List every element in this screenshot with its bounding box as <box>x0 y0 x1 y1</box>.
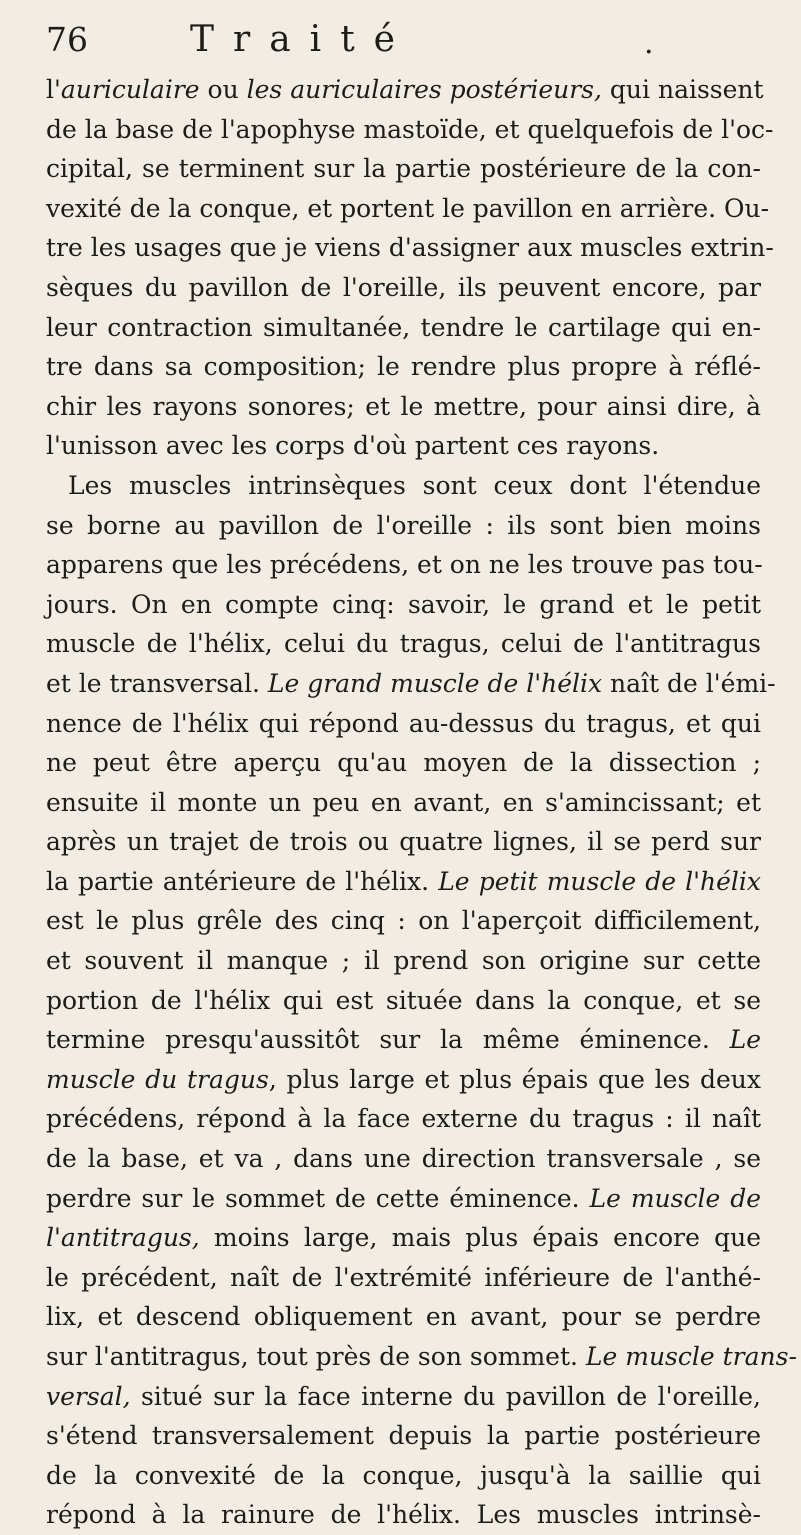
text-line <box>46 941 761 981</box>
text-line <box>46 1099 761 1139</box>
text-segment: lix, et descend obliquement en avant, pour se perdre <box>46 1302 761 1332</box>
text-segment: s'étend transversalement depuis la partie postérieure <box>46 1421 761 1451</box>
text-line <box>46 1377 761 1417</box>
body-text <box>46 70 797 1535</box>
italic-text: les auriculaires postérieurs, <box>246 75 602 104</box>
text-line <box>46 1218 761 1258</box>
text-line <box>46 70 764 110</box>
text-segment: naît de l'émi- <box>602 668 776 698</box>
text-segment: perdre sur le sommet de cette éminence. <box>46 1183 590 1213</box>
text-segment: de la base, et va , dans une direction transversale , se <box>46 1144 761 1174</box>
text-segment: sèques du pavillon de l'oreille, ils peuvent encore, par <box>46 272 761 302</box>
italic-text: versal, <box>46 1381 131 1411</box>
text-segment: de la base de l'apophyse mastoïde, et quelquefois de l'oc- <box>46 114 774 144</box>
text-line <box>46 981 761 1021</box>
text-segment: ensuite il monte un peu en avant, en s'amincissant; et <box>46 787 761 817</box>
text-segment: jours. On en compte cinq: savoir, le grand et le petit <box>46 589 761 619</box>
text-line <box>46 585 761 625</box>
text-line <box>46 743 761 783</box>
text-segment: après un trajet de trois ou quatre lignes, il se perd sur <box>46 827 761 857</box>
italic-text: muscle du tragus <box>46 1064 269 1094</box>
italic-text: Le muscle trans- <box>585 1342 797 1371</box>
text-line <box>46 1337 797 1377</box>
text-line <box>46 1258 761 1298</box>
text-line <box>46 624 761 664</box>
text-segment: tre dans sa composition; le rendre plus propre à réflé- <box>46 352 761 382</box>
text-segment: nence de l'hélix qui répond au-dessus du tragus, et qui <box>46 708 761 738</box>
text-segment: vexité de la conque, et portent le pavillon en arrière. Ou- <box>46 193 770 223</box>
text-line <box>46 110 774 150</box>
text-segment: chir les rayons sonores; et le mettre, pour ainsi dire, à <box>46 391 761 421</box>
text-segment: termine presqu'aussitôt sur la même éminence. <box>46 1025 730 1055</box>
text-segment: qui naissent <box>601 75 764 104</box>
text-line <box>46 426 761 466</box>
text-segment: le précédent, naît de l'extrémité inférieure de l'anthé- <box>46 1262 761 1292</box>
text-segment: tre les usages que je viens d'assigner aux muscles extrin- <box>46 233 774 263</box>
text-segment: situé sur la face interne du pavillon de l'oreille, <box>130 1381 761 1411</box>
text-line <box>46 387 761 427</box>
text-line <box>46 308 761 348</box>
text-segment: apparens que les précédens, et on ne les trouve pas tou- <box>46 550 763 580</box>
text-line <box>46 822 761 862</box>
running-head <box>46 18 761 68</box>
text-segment: l' <box>46 75 61 104</box>
text-line <box>46 1020 761 1060</box>
text-line <box>46 704 761 744</box>
text-line <box>46 545 761 585</box>
text-line <box>46 189 770 229</box>
italic-text: l'antitragus, <box>46 1223 200 1253</box>
text-segment: et le transversal. <box>46 668 268 698</box>
text-segment: se borne au pavillon de l'oreille : ils sont bien moins <box>46 510 761 540</box>
text-line <box>46 268 761 308</box>
running-title: Traité <box>190 19 414 60</box>
text-line <box>46 466 761 506</box>
text-line <box>46 783 761 823</box>
text-segment: moins large, mais plus épais encore que <box>199 1223 761 1253</box>
text-segment: et souvent il manque ; il prend son origine sur cette <box>46 946 761 976</box>
text-segment: ne peut être aperçu qu'au moyen de la dissection ; <box>46 748 761 778</box>
text-line <box>46 1297 761 1337</box>
text-line <box>46 149 761 189</box>
text-segment: portion de l'hélix qui est située dans la conque, et se <box>46 985 761 1015</box>
text-line <box>46 347 761 387</box>
text-segment: Les muscles intrinsèques sont ceux dont l'étendue <box>68 470 761 500</box>
text-line <box>46 506 761 546</box>
text-line <box>46 1495 761 1535</box>
text-segment: muscle de l'hélix, celui du tragus, celui de l'antitragus <box>46 629 761 659</box>
text-segment: leur contraction simultanée, tendre le cartilage qui en- <box>46 312 761 342</box>
text-segment: de la convexité de la conque, jusqu'à la saillie qui <box>46 1460 761 1490</box>
text-line <box>46 901 761 941</box>
text-line <box>46 1416 761 1456</box>
text-segment: précédens, répond à la face externe du tragus : il naît <box>46 1104 761 1134</box>
text-segment: , plus large et plus épais que les deux <box>268 1064 761 1094</box>
text-segment: répond à la rainure de l'hélix. Les muscles intrinsè- <box>46 1500 761 1530</box>
text-segment: la partie antérieure de l'hélix. <box>46 866 439 896</box>
text-segment: l'unisson avec les corps d'où partent ces rayons. <box>46 431 660 461</box>
text-line <box>46 1139 761 1179</box>
italic-text: Le petit muscle de l'hélix <box>438 866 761 896</box>
text-line <box>46 664 776 704</box>
text-segment: ou <box>199 75 247 104</box>
text-line <box>46 1179 761 1219</box>
text-line <box>46 1456 761 1496</box>
italic-text: Le <box>729 1025 761 1055</box>
text-line <box>46 228 774 268</box>
italic-text: Le muscle de <box>589 1183 761 1213</box>
text-segment: est le plus grêle des cinq : on l'aperçoit difficilement, <box>46 906 761 936</box>
running-head-dot: . <box>644 26 654 61</box>
text-line <box>46 1060 761 1100</box>
page-number: 76 <box>46 20 88 59</box>
text-segment: sur l'antitragus, tout près de son sommet. <box>46 1342 586 1371</box>
italic-text: Le grand muscle de l'hélix <box>267 668 603 698</box>
text-line <box>46 862 761 902</box>
text-segment: cipital, se terminent sur la partie postérieure de la con- <box>46 154 761 184</box>
italic-text: auriculaire <box>60 75 200 104</box>
